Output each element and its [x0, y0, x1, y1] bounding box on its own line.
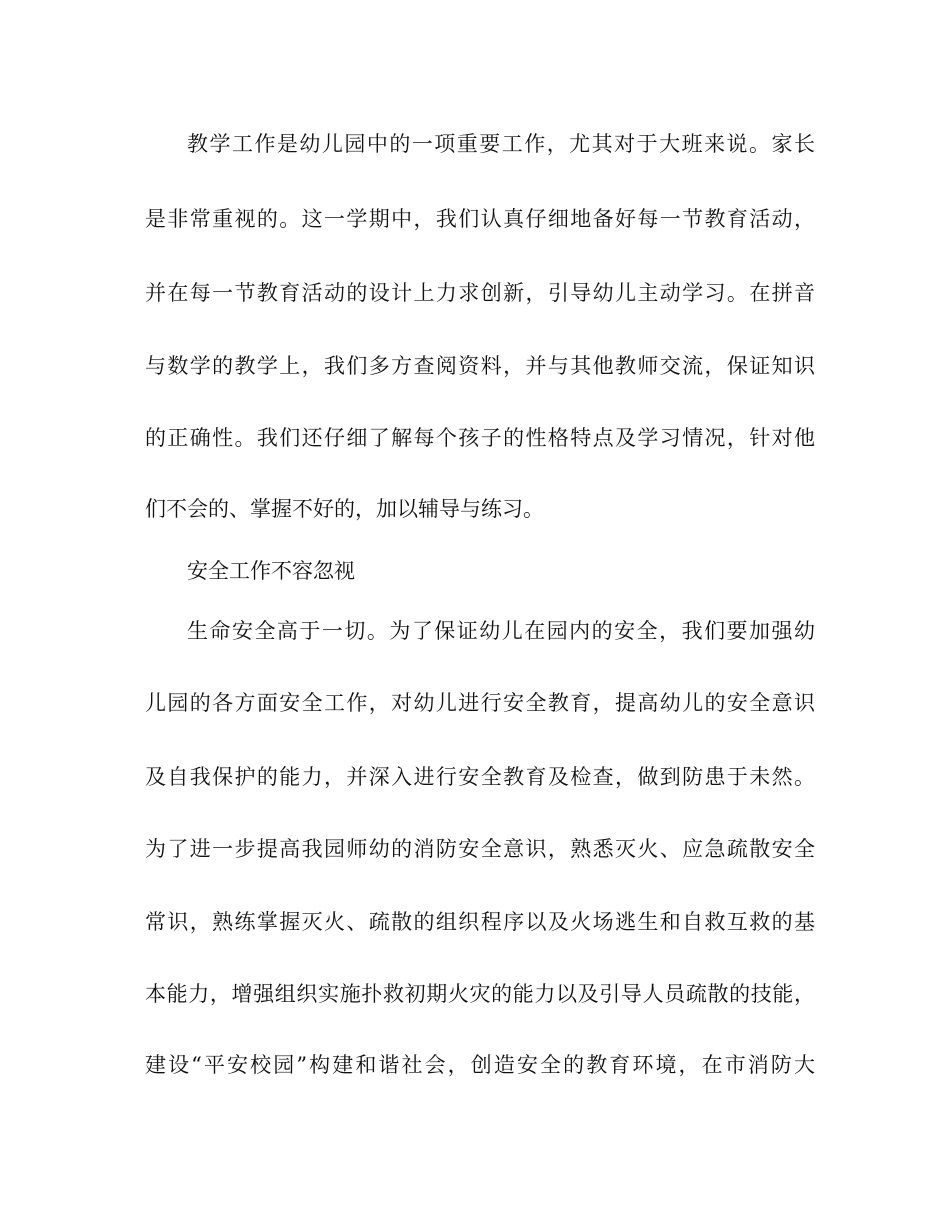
- paragraph-line: 儿园的各方面安全工作，对幼儿进行安全教育，提高幼儿的安全意识: [145, 691, 815, 715]
- paragraph-line: 并在每一节教育活动的设计上力求创新，引导幼儿主动学习。在拼音: [145, 281, 815, 305]
- paragraph-line: 教学工作是幼儿园中的一项重要工作，尤其对于大班来说。家长: [187, 132, 815, 156]
- paragraph-line: 及自我保护的能力，并深入进行安全教育及检查，做到防患于未然。: [145, 765, 815, 789]
- paragraph-line: 本能力，增强组织实施扑救初期火灾的能力以及引导人员疏散的技能，: [145, 982, 815, 1006]
- section-heading: 安全工作不容忽视: [187, 559, 355, 583]
- paragraph-line: 常识，熟练掌握灭火、疏散的组织程序以及火场逃生和自救互救的基: [145, 910, 815, 934]
- paragraph-line: 生命安全高于一切。为了保证幼儿在园内的安全，我们要加强幼: [187, 619, 815, 643]
- paragraph-line: 建设“平安校园”构建和谐社会，创造安全的教育环境，在市消防大: [145, 1053, 815, 1077]
- paragraph-line: 们不会的、掌握不好的，加以辅导与练习。: [145, 497, 544, 521]
- paragraph-line: 的正确性。我们还仔细了解每个孩子的性格特点及学习情况，针对他: [145, 426, 815, 450]
- paragraph-line: 与数学的教学上，我们多方查阅资料，并与其他教师交流，保证知识: [145, 354, 815, 378]
- paragraph-line: 为了进一步提高我园师幼的消防安全意识，熟悉灭火、应急疏散安全: [145, 837, 815, 861]
- paragraph-line: 是非常重视的。这一学期中，我们认真仔细地备好每一节教育活动，: [145, 207, 815, 231]
